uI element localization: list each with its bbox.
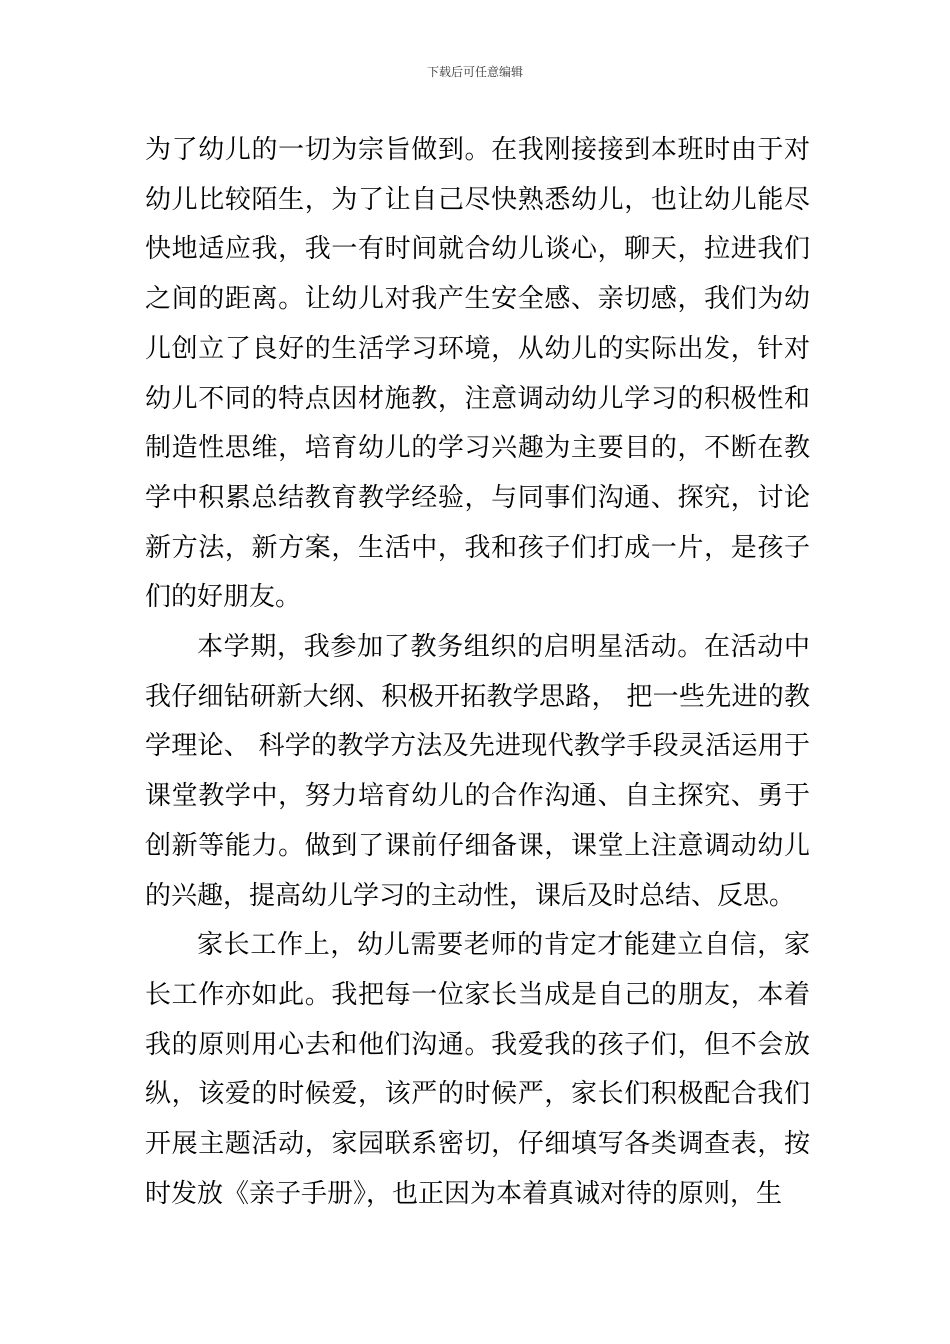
- paragraph-2: 本学期，我参加了教务组织的启明星活动。在活动中我仔细钻研新大纲、积极开拓教学思路， 把一些先进的教学理论、 科学的教学方法及先进现代教学手段灵活运用于课堂教学中，努力培育幼儿的合作沟通、自主探究、勇于创新等能力。做到了课前仔细备课，课堂上注意调动幼儿的兴趣，提高幼儿学习的主动性，课后及时总结、反思。: [145, 632, 810, 911]
- page-header: 下载后可任意编辑: [426, 65, 523, 79]
- document-body: [145, 126, 810, 1219]
- paragraph-3: 家长工作上，幼儿需要老师的肯定才能建立自信，家长工作亦如此。我把每一位家长当成是自己的朋友，本着我的原则用心去和他们沟通。我爱我的孩子们，但不会放纵，该爱的时候爱，该严的时候严，家长们积极配合我们开展主题活动，家园联系密切，仔细填写各类调查表，按时发放《亲子手册》，也正因为本着真诚对待的原则，生: [145, 930, 810, 1209]
- paragraph-1: 为了幼儿的一切为宗旨做到。在我刚接接到本班时由于对幼儿比较陌生，为了让自己尽快熟悉幼儿，也让幼儿能尽快地适应我，我一有时间就合幼儿谈心，聊天，拉进我们之间的距离。让幼儿对我产生安全感、亲切感，我们为幼儿创立了良好的生活学习环境，从幼儿的实际出发，针对幼儿不同的特点因材施教，注意调动幼儿学习的积极性和制造性思维，培育幼儿的学习兴趣为主要目的，不断在教学中积累总结教育教学经验，与同事们沟通、探究，讨论新方法，新方案，生活中，我和孩子们打成一片，是孩子们的好朋友。: [145, 135, 810, 613]
